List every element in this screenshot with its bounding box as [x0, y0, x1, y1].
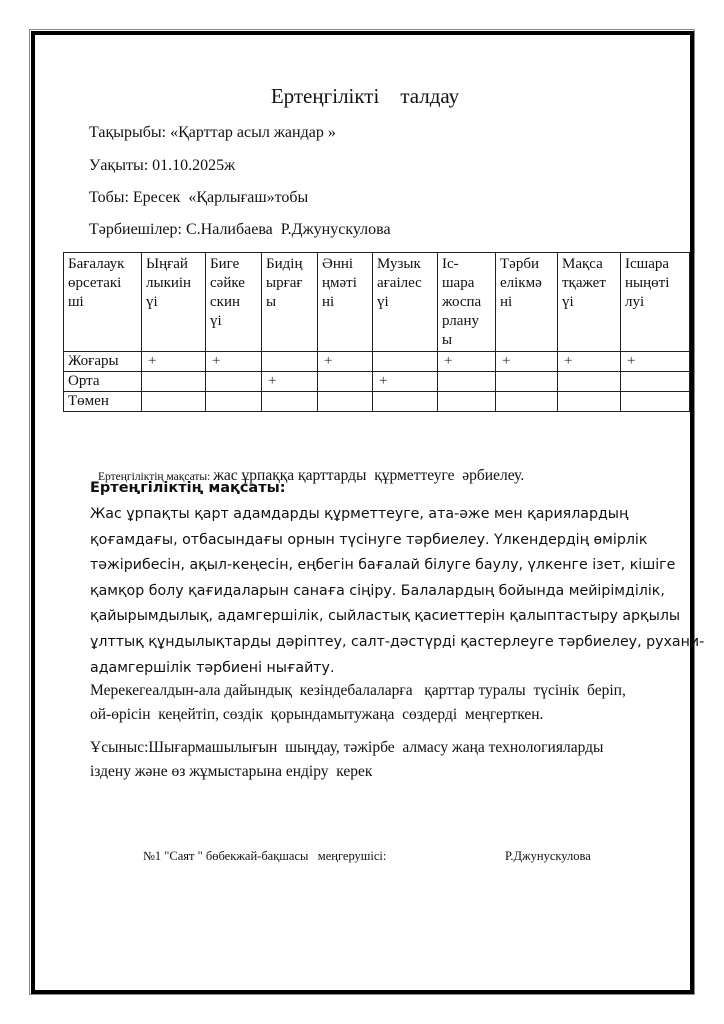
mark-cell [142, 392, 206, 412]
mark-cell: + [621, 352, 690, 372]
header-cell [206, 253, 262, 352]
mark-cell [438, 372, 496, 392]
mark-cell: + [206, 352, 262, 372]
header-cell-line: ныңөті [625, 275, 670, 291]
mark-cell: + [438, 352, 496, 372]
goal-body [90, 502, 705, 681]
header-cell [262, 253, 318, 352]
goal-body-line: тәжірибесін, ақыл-кеңесін, еңбегін бағалай білуге баулу, үлкенге ізет, кішіге [90, 557, 676, 574]
mark-cell [262, 392, 318, 412]
header-cell-line: шара [442, 275, 475, 291]
mark-cell [438, 392, 496, 412]
mark-cell [318, 372, 373, 392]
goal-body-line: қоғамдағы, отбасындағы орнын түсінуге тәрбиелеу. Үлкендердің өмірлік [90, 531, 648, 548]
header-cell-line: Әнні [322, 256, 354, 272]
document-title: Ертеңгілікті талдау [270, 84, 460, 108]
mark-cell [496, 372, 558, 392]
row-label: Төмен [64, 392, 142, 412]
mark-cell [621, 372, 690, 392]
mark-cell [142, 372, 206, 392]
mark-cell [318, 392, 373, 412]
row-label: Орта [64, 372, 142, 392]
goal-summary-text: жас ұрпаққа қарттарды құрметтеуге әрбиелеу. [213, 467, 525, 484]
header-cell-line: ңмәті [322, 275, 357, 291]
mark-cell [621, 392, 690, 412]
mark-cell [558, 392, 621, 412]
header-cell-line: ні [322, 294, 335, 310]
header-cell-line: сәйке [210, 275, 245, 291]
header-cell-line: Бағалаук [68, 256, 125, 272]
table-header-row [64, 253, 690, 352]
table-row-high [64, 352, 690, 372]
mark-cell: + [558, 352, 621, 372]
header-cell [438, 253, 496, 352]
recommendation-paragraph [90, 736, 603, 784]
header-cell [373, 253, 438, 352]
header-cell-line: Ыңғай [146, 256, 188, 272]
teachers-line: Тәрбиешілер: С.Налибаева Р.Джунускулова [89, 221, 391, 238]
header-cell-line: скин [210, 294, 240, 310]
mark-cell: + [262, 372, 318, 392]
mark-cell: + [318, 352, 373, 372]
header-cell-line: Музык [377, 256, 421, 272]
mark-cell [373, 352, 438, 372]
mark-cell: + [496, 352, 558, 372]
header-cell-line: Іс- [442, 256, 459, 272]
mark-cell [558, 372, 621, 392]
row-label: Жоғары [64, 352, 142, 372]
table-row-medium [64, 372, 690, 392]
mark-cell [206, 372, 262, 392]
header-cell-line: ші [68, 294, 84, 310]
goal-body-line: қамқор болу қағидаларын санаға сіңіру. Балалардың бойында мейірімділік, [90, 582, 665, 599]
paragraph-line: ой-өрісін кеңейтіп, сөздік қорындамытужаңа сөздерді меңгерткен. [90, 706, 544, 723]
header-cell-line: елікмә [500, 275, 542, 291]
goal-body-line: адамгершілік тәрбиені нығайту. [90, 659, 335, 676]
goal-body-line: Жас ұрпақты қарт адамдарды құрметтеуге, ата-әже мен қариялардың [90, 506, 629, 522]
header-cell-line: жоспа [442, 294, 482, 310]
header-cell-line: ы [266, 294, 277, 310]
header-cell [142, 253, 206, 352]
header-cell-criteria [64, 253, 142, 352]
header-cell-line: Биге [210, 256, 240, 272]
table-row-low [64, 392, 690, 412]
header-cell-line: рлану [442, 313, 479, 329]
paragraph-line: Мерекегеалдын-ала дайындық кезіндебалаларға қарттар туралы түсінік беріп, [90, 682, 626, 699]
date-line: Уақыты: 01.10.2025ж [89, 157, 236, 174]
header-cell-line: өрсетакі [68, 275, 122, 291]
footer-signature: Р.Джунускулова [505, 849, 591, 863]
header-cell-line: үі [210, 313, 222, 329]
header-cell-line: ы [442, 332, 453, 348]
paragraph-line: Ұсыныс:Шығармашылығын шыңдау, тәжірбе алмасу жаңа технологияларды [90, 739, 604, 756]
goal-summary-label: Ертеңгіліктің мақсаты: [98, 471, 214, 483]
mark-cell: + [142, 352, 206, 372]
header-cell-line: үі [377, 294, 389, 310]
header-cell-line: Тәрби [500, 256, 539, 272]
header-cell-line: үі [146, 294, 158, 310]
header-cell-line: луі [625, 294, 645, 310]
header-cell [318, 253, 373, 352]
topic-line: Тақырыбы: «Қарттар асыл жандар » [89, 124, 336, 141]
header-cell-line: ырғағ [266, 275, 303, 291]
header-cell-line: ағаілес [377, 275, 422, 291]
mark-cell [262, 352, 318, 372]
group-line: Тобы: Ересек «Қарлығаш»тобы [89, 189, 309, 206]
mark-cell [373, 392, 438, 412]
mark-cell [206, 392, 262, 412]
header-cell [558, 253, 621, 352]
header-cell-line: Бидің [266, 256, 303, 272]
evaluation-table [63, 252, 690, 412]
mark-cell [496, 392, 558, 412]
header-cell-line: үі [562, 294, 574, 310]
header-cell [621, 253, 690, 352]
paragraph-line: іздену және өз жұмыстарына ендіру керек [90, 763, 373, 780]
header-cell [496, 253, 558, 352]
preparation-paragraph [90, 679, 626, 727]
header-cell-line: ні [500, 294, 513, 310]
goal-body-line: ұлттық құндылықтарды дәріптеу, салт-дәстүрді қастерлеуге тәрбиелеу, рухани- [90, 633, 705, 650]
header-cell-line: тқажет [562, 275, 606, 291]
header-cell-line: лыкиін [146, 275, 192, 291]
header-cell-line: Мақса [562, 256, 603, 272]
goal-body-line: қайырымдылық, адамгершілік, сыйластық қасиеттерін қалыптастыру арқылы [90, 608, 681, 625]
mark-cell: + [373, 372, 438, 392]
footer-position: №1 "Саят " бөбекжай-бақшасы меңгерушісі: [143, 849, 387, 863]
header-cell-line: Ісшара [625, 256, 670, 272]
goal-heading: Ертеңгіліктің мақсаты: [90, 480, 286, 496]
